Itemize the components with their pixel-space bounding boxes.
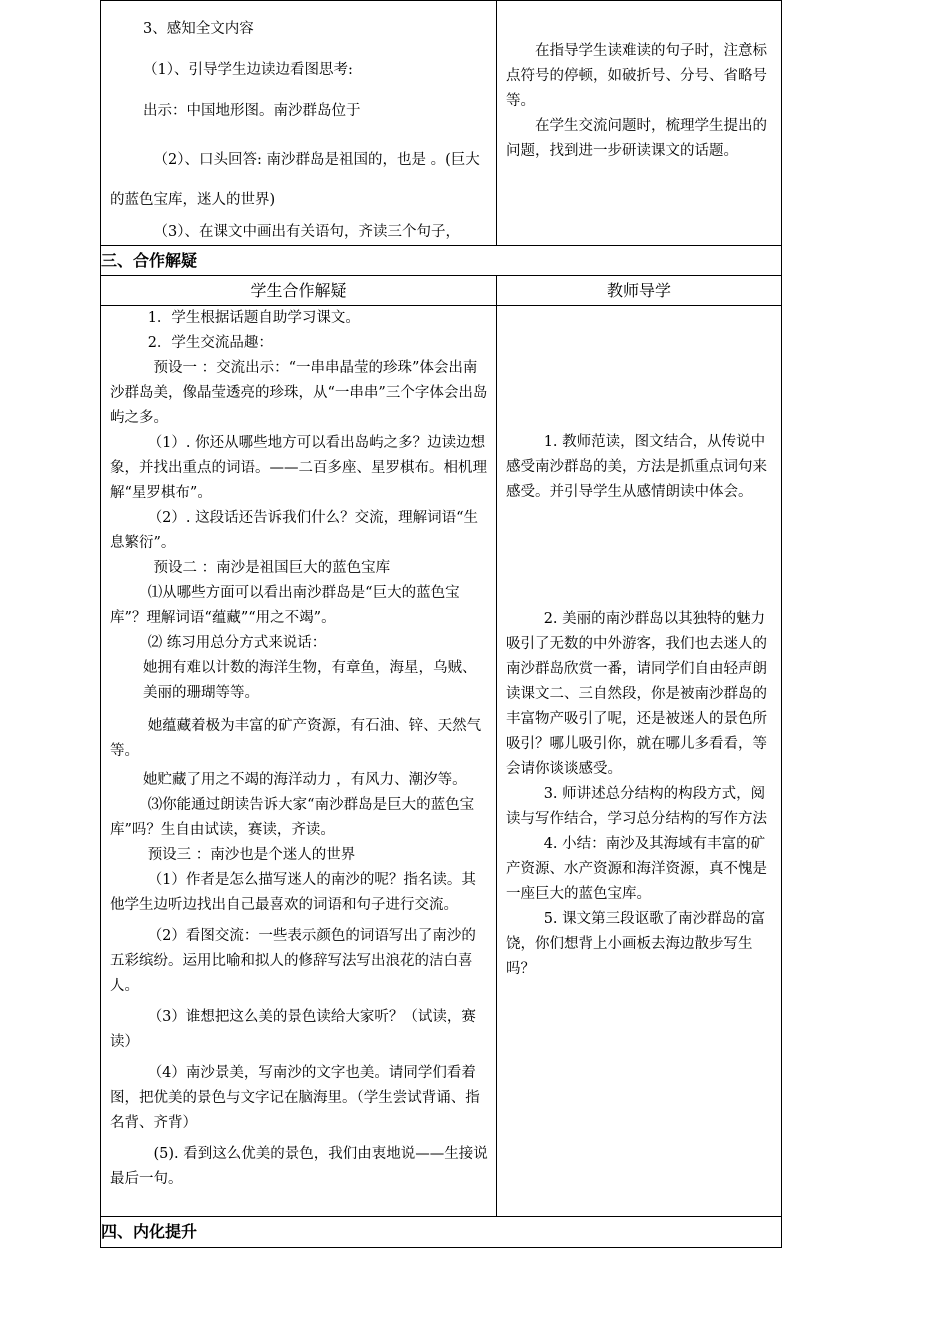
activity-line: 2．学生交流品趣：	[147, 335, 273, 351]
column-header-row	[101, 276, 782, 306]
guidance-paragraph: 在指导学生读难读的句子时，注意标点符号的停顿，如破折号、分号、省略号等。	[506, 43, 767, 109]
teacher-guidance-cell	[497, 1, 782, 246]
activity-line: ⑵ 练习用总分方式来说话：	[147, 635, 327, 651]
example-sentence: 她拥有难以计数的海洋生物，有章鱼，海星，乌贼、美丽的珊瑚等等。	[143, 660, 477, 701]
activity-line: （1）. 你还从哪些地方可以看出岛屿之多？边读边想象，并找出重点的词语。——二百多座、星罗棋布。相机理解“星罗棋布”。	[110, 435, 487, 501]
preset-heading: 预设二 ：南沙是祖国巨大的蓝色宝库	[153, 560, 391, 576]
section-title-row	[101, 1217, 782, 1248]
lesson-plan-table	[100, 0, 782, 1248]
example-sentence: 她贮藏了用之不竭的海洋动力 ，有风力、潮汐等。	[143, 772, 467, 788]
section-title: 四、内化提升	[101, 1217, 782, 1248]
content-row-perception	[101, 1, 782, 246]
content-row-cooperation	[101, 306, 782, 1217]
activity-line: （1）作者是怎么描写迷人的南沙的呢？指名读。其他学生边听边找出自己最喜欢的词语和句子进行交流。	[110, 872, 476, 913]
activity-line: (5). 看到这么优美的景色，我们由衷地说——生接说最后一句。	[110, 1146, 488, 1187]
activity-line: （2）、口头回答: 南沙群岛是祖国的，也是 。(巨大的蓝色宝库，迷人的世界)	[110, 152, 480, 208]
column-header-teacher: 教师导学	[497, 276, 782, 306]
student-activity-cell	[101, 1, 497, 246]
guidance-paragraph: 1. 教师范读，图文结合，从传说中感受南沙群岛的美，方法是抓重点词句来感受。并引导学生从感情朗读中体会。	[506, 434, 767, 500]
activity-line: （3）、在课文中画出有关语句，齐读三个句子，	[153, 224, 460, 240]
teacher-guidance-cell	[497, 306, 782, 1217]
preset-paragraph: 预设一 ：交流出示：“一串串晶莹的珍珠”体会出南沙群岛美，像晶莹透亮的珍珠，从“一串串”三个字体会出岛屿之多。	[110, 360, 488, 426]
activity-line: （2）看图交流：一些表示颜色的词语写出了南沙的五彩缤纷。运用比喻和拟人的修辞写法写出浪花的洁白喜人。	[110, 928, 476, 994]
activity-line: （4）南沙景美，写南沙的文字也美。请同学们看着图，把优美的景色与文字记在脑海里。（学生尝试背诵、指名背、齐背）	[110, 1065, 480, 1131]
guidance-paragraph: 3. 师讲述总分结构的构段方式，阅读与写作结合，学习总分结构的写作方法	[506, 786, 767, 827]
column-header-student: 学生合作解疑	[101, 276, 497, 306]
guidance-paragraph: 5. 课文第三段讴歌了南沙群岛的富饶，你们想背上小画板去海边散步写生吗？	[506, 911, 766, 977]
preset-heading: 预设三 ：南沙也是个迷人的世界	[147, 847, 356, 863]
section-title: 三、合作解疑	[101, 246, 782, 276]
activity-line: （2）. 这段话还告诉我们什么？交流，理解词语“生息繁衍”。	[110, 510, 479, 551]
activity-line: 出示：中国地形图。南沙群岛位于	[143, 103, 361, 119]
activity-line: ⑶你能通过朗读告诉大家“南沙群岛是巨大的蓝色宝库”吗？生自由试读，赛读，齐读。	[110, 797, 475, 838]
guidance-paragraph: 2. 美丽的南沙群岛以其独特的魅力吸引了无数的中外游客，我们也去迷人的南沙群岛欣赏一番，请同学们自由轻声朗读课文二、三自然段，你是被南沙群岛的丰富物产吸引了呢，还是被迷人的景色所吸引？哪儿吸引你，就在哪儿多看看，等会请你谈谈感受。	[506, 611, 767, 777]
activity-line: （3）谁想把这么美的景色读给大家听？（试读，赛读）	[110, 1009, 476, 1050]
guidance-paragraph: 4. 小结：南沙及其海域有丰富的矿产资源、水产资源和海洋资源，真不愧是一座巨大的蓝色宝库。	[506, 836, 767, 902]
student-activity-cell	[101, 306, 497, 1217]
activity-line: ⑴从哪些方面可以看出南沙群岛是“巨大的蓝色宝库”？理解词语“蕴藏”“用之不竭”。	[110, 585, 460, 626]
section-title-row	[101, 246, 782, 276]
activity-line: 1．学生根据话题自助学习课文。	[147, 310, 360, 326]
example-sentence: 她蕴藏着极为丰富的矿产资源，有石油、锌、天然气等。	[110, 718, 482, 759]
lesson-plan-page	[100, 0, 781, 1248]
guidance-paragraph: 在学生交流问题时，梳理学生提出的问题，找到进一步研读课文的话题。	[506, 118, 767, 159]
activity-line: （1）、引导学生边读边看图思考:	[143, 62, 353, 78]
step-heading: 3、感知全文内容	[143, 21, 254, 37]
